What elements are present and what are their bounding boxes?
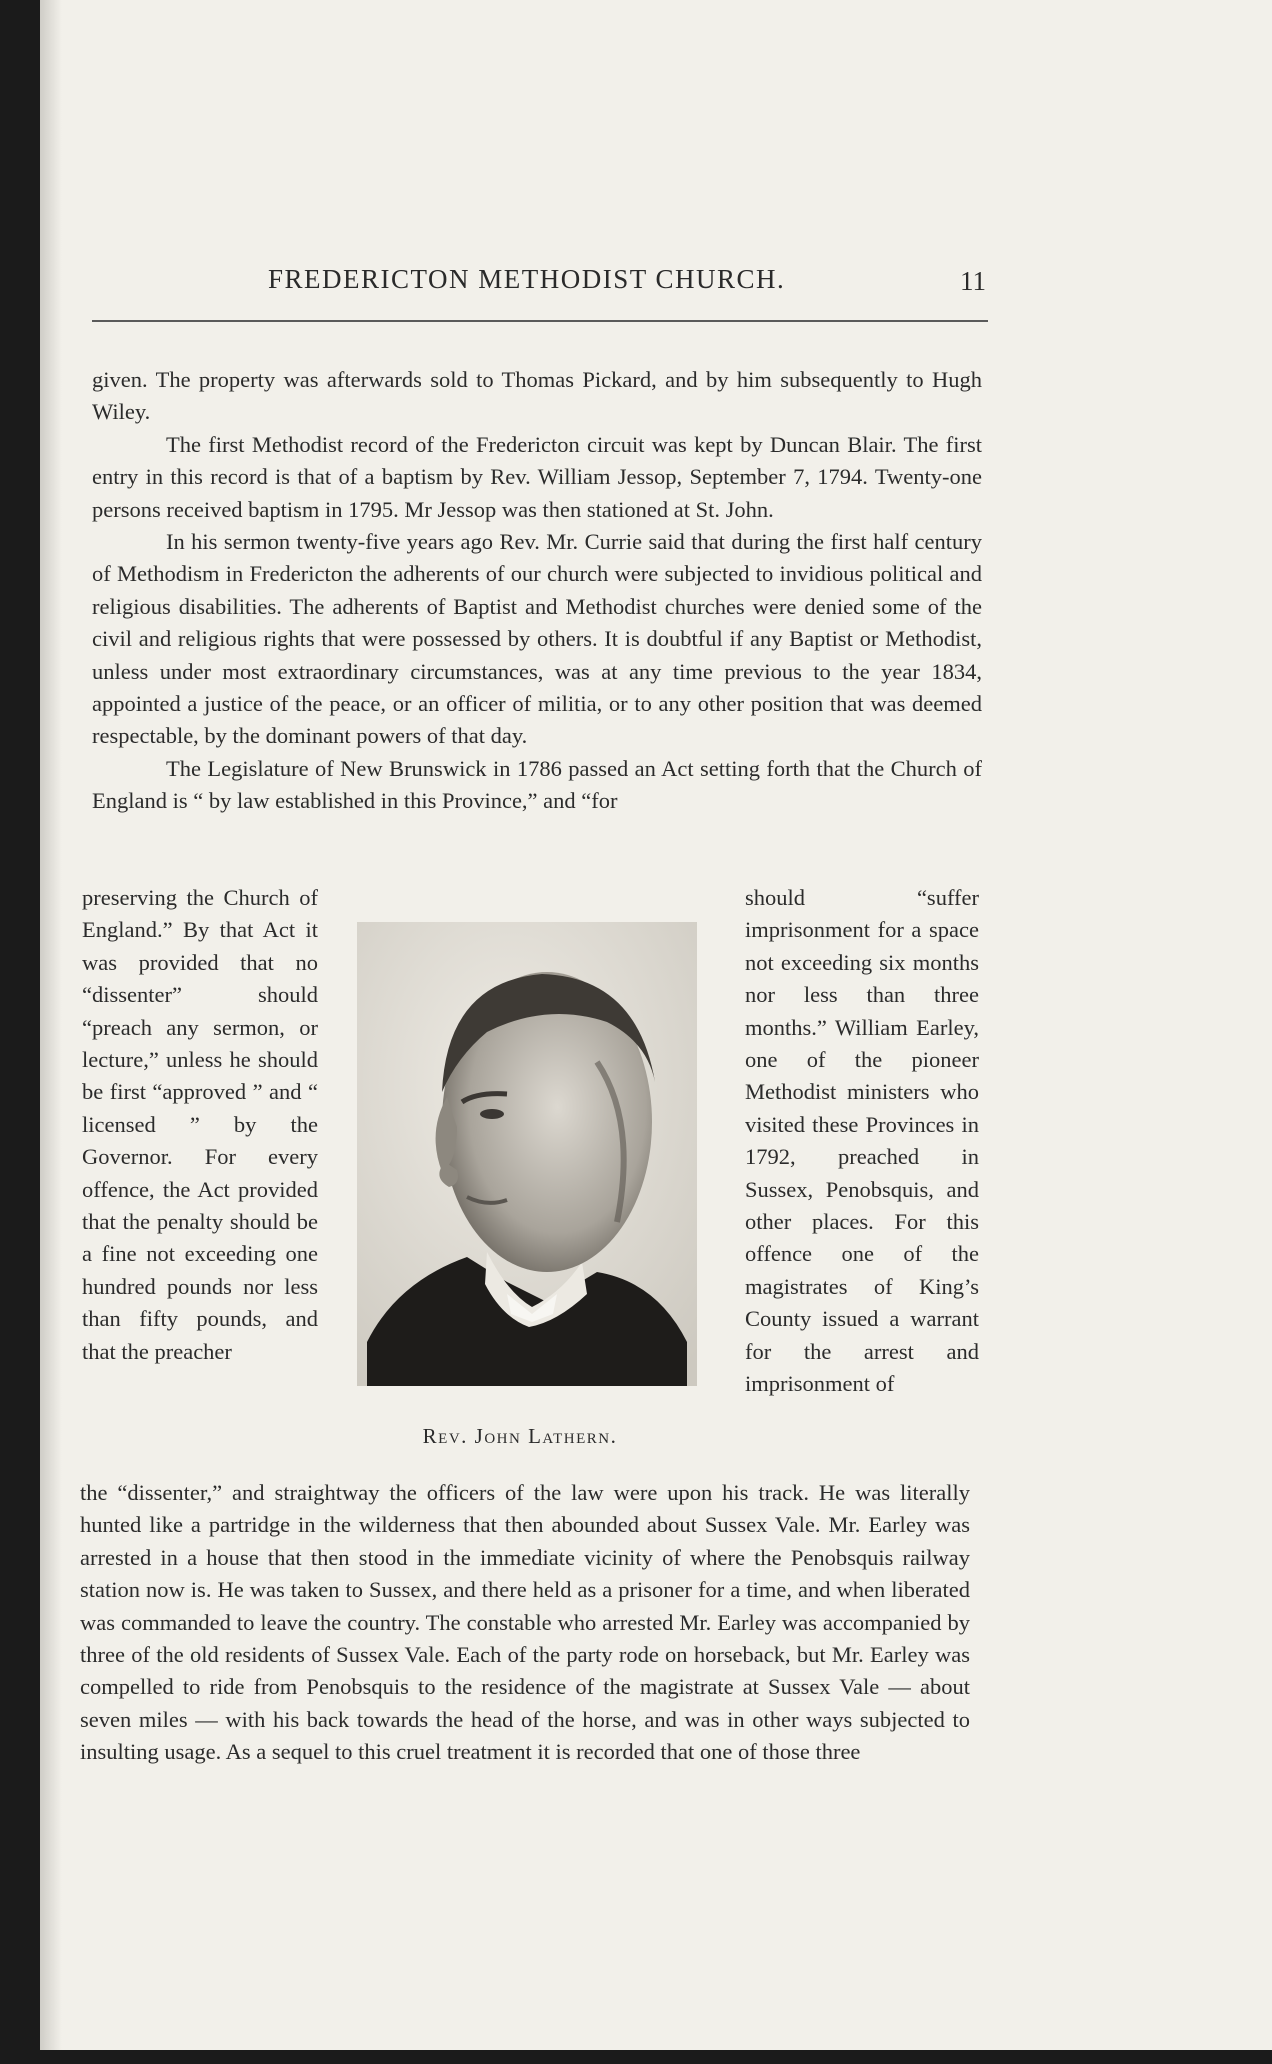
- paragraph-1: given. The property was afterwards sold to Thomas Pickard, and by him subsequently to Hugh Wiley.: [92, 367, 982, 425]
- page-gutter-shadow: [40, 0, 62, 2064]
- scan-bottom-edge: [0, 2050, 1272, 2064]
- paragraph-3: In his sermon twenty-five years ago Rev. Mr. Currie said that during the first half century of Methodism in Fredericton the adherents of our church were subjected to invidious political and religious disabilities. The adherents of Baptist and Methodist churches were denied some of the civil and religious rights that were possessed by others. It is doubtful if any Baptist or Methodist, unless under most extraordinary circumstances, was at any time previous to the year 1834, appointed a justice of the peace, or an officer of militia, or to any other position that was deemed respectable, by the dominant powers of that day.: [92, 529, 982, 749]
- figure-caption: Rev. John Lathern.: [422, 1424, 618, 1448]
- column-right-text: should “suffer imprisonment for a space not exceeding six months nor less than three months.” William Earley, one of the pioneer Methodist ministers who visited these Provinces in 1792, preached in Sussex, Penobsquis, and other places. For this offence one of the magistrates of King’s County issued a warrant for the arrest and imprisonment of: [745, 885, 979, 1397]
- text-column-right: [745, 882, 979, 1401]
- paragraph-2: The first Methodist record of the Fredericton circuit was kept by Duncan Blair. The first entry in this record is that of a baptism by Rev. William Jessop, September 7, 1794. Twenty-one persons received baptism in 1795. Mr Jessop was then stationed at St. John.: [92, 431, 982, 522]
- page-number: 11: [960, 266, 986, 296]
- page-header: [96, 264, 986, 310]
- paragraph-4: The Legislature of New Brunswick in 1786 passed an Act setting forth that the Church of England is “ by law established in this Province,” and “for: [92, 755, 982, 814]
- body-text-bottom: [80, 1477, 970, 1769]
- column-left-text: preserving the Church of England.” By that Act it was provided that no “dissenter” should “preach any sermon, or lecture,” unless he should be first “approved ” and “ licensed ” by the Governor. For every offence, the Act provided that the penalty should be a fine not exceeding one hundred pounds nor less than fifty pounds, and that the preacher: [82, 885, 318, 1364]
- portrait-photo: [357, 922, 697, 1386]
- header-rule: [92, 320, 988, 322]
- text-column-left: [82, 882, 318, 1368]
- paragraph-5: the “dissenter,” and straightway the officers of the law were upon his track. He was literally hunted like a partridge in the wilderness that then abounded about Sussex Vale. Mr. Earley was arrested in a house that then stood in the immediate vicinity of where the Penobsquis railway station now is. He was taken to Sussex, and there held as a prisoner for a time, and when liberated was commanded to leave the country. The constable who arrested Mr. Earley was accompanied by three of the old residents of Sussex Vale. Each of the party rode on horseback, but Mr. Earley was compelled to ride from Penobsquis to the residence of the magistrate at Sussex Vale — about seven miles — with his back towards the head of the horse, and was in other ways subjected to insulting usage. As a sequel to this cruel treatment it is recorded that one of those three: [80, 1480, 970, 1765]
- running-title: FREDERICTON METHODIST CHURCH.: [268, 264, 786, 294]
- body-text-top: [92, 364, 982, 818]
